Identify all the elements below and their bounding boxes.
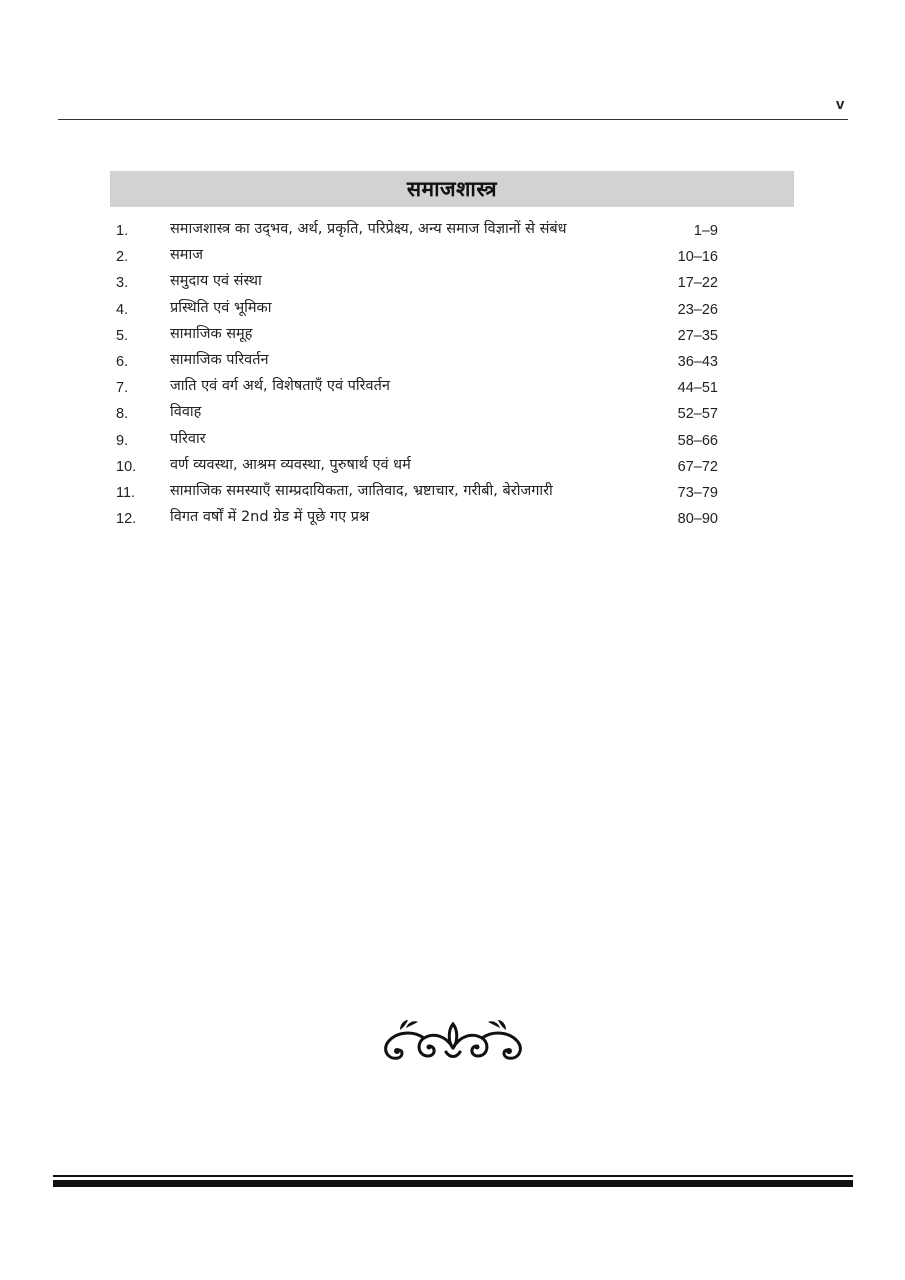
- toc-entry[interactable]: [116, 297, 726, 323]
- toc-entry-pages: 27–35: [677, 327, 718, 344]
- toc-entry-pages: 17–22: [677, 275, 718, 292]
- toc-entry-number: 4.: [116, 301, 129, 318]
- toc-entry-number: 11.: [116, 484, 136, 501]
- toc-entry-pages: 1–9: [693, 223, 718, 239]
- toc-entry-pages: 23–26: [677, 301, 718, 318]
- header-divider: [58, 119, 848, 120]
- toc-entry-title: विवाह: [170, 404, 202, 421]
- toc-entry-pages: 52–57: [677, 406, 718, 423]
- toc-entry-number: 1.: [116, 223, 129, 239]
- footer-divider-thin: [53, 1175, 853, 1177]
- toc-entry[interactable]: [116, 375, 726, 401]
- toc-entry[interactable]: [116, 480, 726, 506]
- toc-entry[interactable]: [116, 506, 726, 532]
- toc-entry-number: 12.: [116, 511, 137, 528]
- toc-entry[interactable]: [116, 454, 726, 480]
- toc-entry-number: 3.: [116, 275, 129, 292]
- toc-entry-number: 5.: [116, 327, 129, 344]
- toc-entry[interactable]: [116, 349, 726, 375]
- toc-entry[interactable]: [116, 428, 726, 454]
- toc-entry-title: विगत वर्षों में 2nd ग्रेड में पूछे गए प्रश्न: [170, 509, 370, 526]
- toc-entry[interactable]: [116, 270, 726, 296]
- toc-entry[interactable]: [116, 218, 726, 244]
- toc-entry-pages: 44–51: [677, 380, 718, 397]
- toc-entry-title: समाज: [170, 247, 203, 264]
- table-of-contents: [116, 218, 726, 532]
- toc-entry-number: 7.: [116, 380, 129, 397]
- toc-entry[interactable]: [116, 244, 726, 270]
- toc-entry-pages: 36–43: [677, 353, 718, 370]
- toc-entry-number: 10.: [116, 458, 137, 475]
- toc-entry-title: सामाजिक समस्याएँ साम्प्रदायिकता, जातिवाद, भ्रष्टाचार, गरीबी, बेरोजगारी: [170, 482, 553, 499]
- section-title-bar: [110, 171, 794, 207]
- toc-entry-pages: 58–66: [677, 432, 718, 449]
- toc-entry-title: समाजशास्त्र का उद्‌भव, अर्थ, प्रकृति, परिप्रेक्ष्य, अन्य समाज विज्ञानों से संबंध: [170, 221, 567, 237]
- page-number: v: [836, 96, 845, 113]
- toc-entry-title: वर्ण व्यवस्था, आश्रम व्यवस्था, पुरुषार्थ एवं धर्म: [170, 456, 411, 473]
- toc-entry[interactable]: [116, 401, 726, 427]
- toc-entry-number: 6.: [116, 353, 129, 370]
- toc-entry-pages: 67–72: [677, 458, 718, 475]
- toc-entry-pages: 10–16: [677, 249, 718, 266]
- toc-entry-title: प्रस्थिति एवं भूमिका: [170, 299, 272, 316]
- toc-entry-pages: 73–79: [677, 484, 718, 501]
- toc-entry[interactable]: [116, 323, 726, 349]
- toc-entry-title: सामाजिक समूह: [170, 325, 253, 342]
- toc-entry-title: जाति एवं वर्ग अर्थ, विशेषताएँ एवं परिवर्तन: [170, 378, 390, 395]
- floral-ornament-icon: [376, 1018, 530, 1068]
- toc-entry-title: सामाजिक परिवर्तन: [170, 351, 269, 368]
- toc-entry-number: 9.: [116, 432, 129, 449]
- toc-entry-title: परिवार: [170, 430, 206, 447]
- footer-divider-thick: [53, 1180, 853, 1187]
- section-title: समाजशास्त्र: [406, 177, 498, 201]
- toc-entry-number: 2.: [116, 249, 129, 266]
- toc-entry-number: 8.: [116, 406, 129, 423]
- toc-entry-title: समुदाय एवं संस्था: [170, 273, 262, 290]
- toc-entry-pages: 80–90: [677, 511, 718, 528]
